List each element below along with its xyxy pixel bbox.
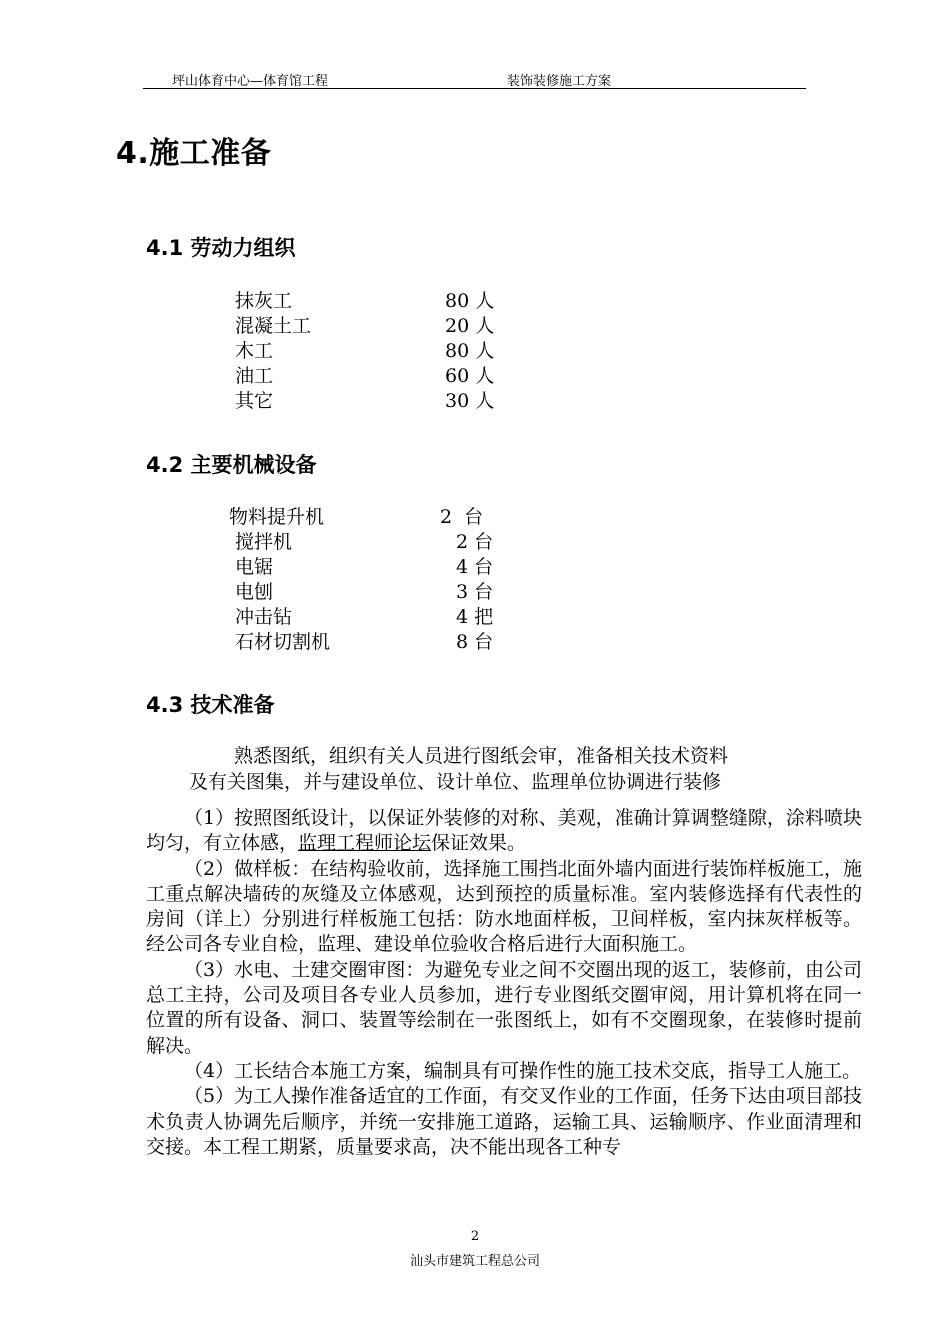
labor-item-name: 抹灰工 xyxy=(235,290,293,312)
paragraph: （3）水电、土建交圈审图：为避免专业之间不交圈出现的返工，装修前，由公司总工主持，公司及项目各专业人员参加，进行专业图纸交圈审阅，用计算机将在同一位置的所有设备、洞口、装置等绘制在一张图纸上，如有不交圈现象，在装修时提前解决。 xyxy=(146,958,862,1057)
labor-item-count: 80 人 xyxy=(445,290,495,312)
header-project-name: 坪山体育中心—体育馆工程 xyxy=(172,74,329,89)
section-heading-technical: 4.3 技术准备 xyxy=(146,693,275,717)
machinery-item-count: 4 把 xyxy=(456,606,494,628)
labor-item-count: 80 人 xyxy=(445,340,495,362)
labor-item-count: 30 人 xyxy=(445,390,495,412)
labor-item-count: 20 人 xyxy=(445,315,495,337)
machinery-item-count: 8 台 xyxy=(456,631,494,653)
page-number: 2 xyxy=(470,1229,480,1244)
machinery-item-count: 3 台 xyxy=(456,581,494,603)
paragraph: （1）按照图纸设计，以保证外装修的对称、美观，准确计算调整缝隙，涂料喷块均匀，有立体感，监理工程师论坛保证效果。 xyxy=(146,807,862,855)
machinery-item-name: 物料提升机 xyxy=(229,506,325,528)
machinery-item-count: 2 台 xyxy=(440,506,484,528)
labor-item-name: 其它 xyxy=(235,390,274,412)
section-heading-machinery: 4.2 主要机械设备 xyxy=(146,453,317,477)
page-title: 4.施工准备 xyxy=(116,136,272,171)
labor-item-name: 油工 xyxy=(235,365,274,387)
body-text xyxy=(146,806,862,1160)
intro-line: 及有关图集，并与建设单位、设计单位、监理单位协调进行装修 xyxy=(189,771,722,793)
machinery-item-name: 电锯 xyxy=(235,556,274,578)
machinery-item-name: 冲击钻 xyxy=(235,606,293,628)
paragraph: （2）做样板：在结构验收前，选择施工围挡北面外墙内面进行装饰样板施工，施工重点解决墙砖的灰缝及立体感观，达到预控的质量标准。室内装修选择有代表性的房间（详上）分别进行样板施工包括：防水地面样板，卫间样板，室内抹灰样板等。经公司各专业自检，监理、建设单位验收合格后进行大面积施工。 xyxy=(146,857,862,956)
intro-line: 熟悉图纸，组织有关人员进行图纸会审，准备相关技术资料 xyxy=(234,745,729,767)
machinery-item-count: 4 台 xyxy=(456,556,494,578)
forum-link[interactable]: 监理工程师论坛 xyxy=(298,832,432,855)
paragraph: （4）工长结合本施工方案，编制具有可操作性的施工技术交底，指导工人施工。 xyxy=(184,1059,862,1082)
header-rule xyxy=(143,88,806,89)
header-document-title: 装饰装修施工方案 xyxy=(507,74,612,89)
labor-item-name: 木工 xyxy=(235,340,274,362)
paragraph: （5）为工人操作准备适宜的工作面，有交叉作业的工作面，任务下达由项目部技术负责人协调先后顺序，并统一安排施工道路，运输工具、运输顺序、作业面清理和交接。本工程工期紧，质量要求高，决不能出现各工种专 xyxy=(146,1085,862,1158)
machinery-item-name: 电刨 xyxy=(235,581,274,603)
machinery-item-name: 石材切割机 xyxy=(235,631,331,653)
labor-item-name: 混凝土工 xyxy=(235,315,312,337)
section-heading-labor: 4.1 劳动力组织 xyxy=(146,236,296,260)
footer-company: 汕头市建筑工程总公司 xyxy=(409,1254,540,1269)
labor-item-count: 60 人 xyxy=(445,365,495,387)
machinery-item-count: 2 台 xyxy=(456,531,494,553)
machinery-item-name: 搅拌机 xyxy=(235,531,293,553)
